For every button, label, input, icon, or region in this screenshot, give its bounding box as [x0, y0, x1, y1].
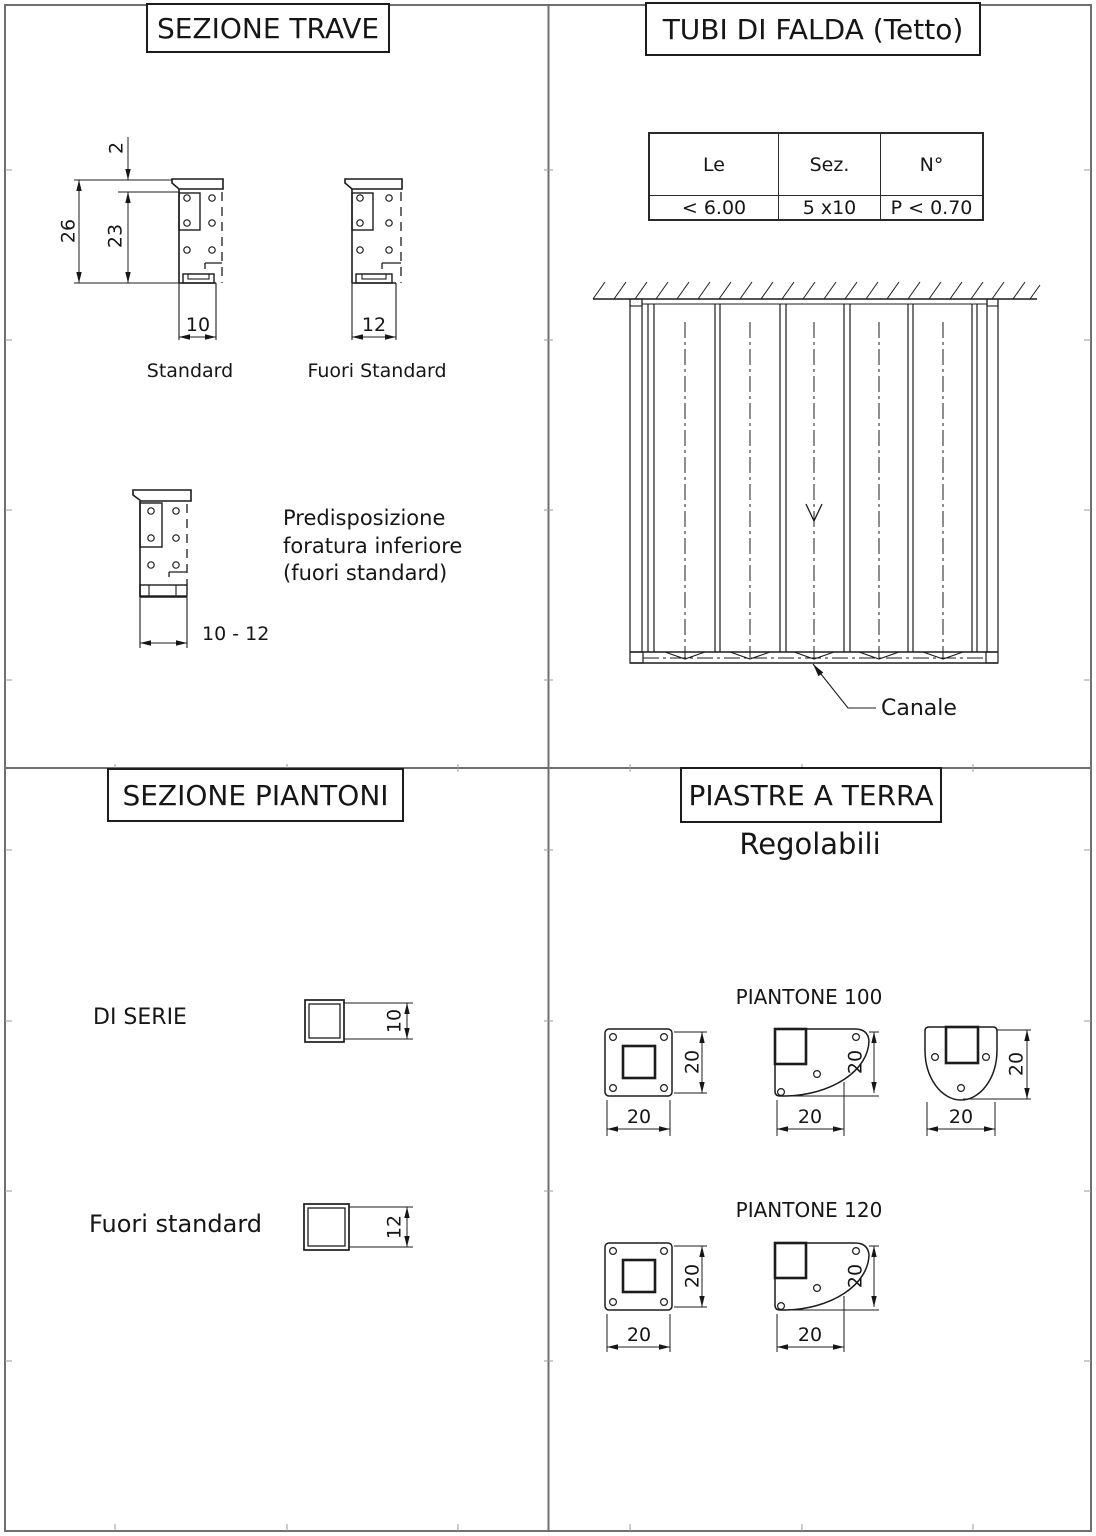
dim-plateC-v: 20	[1005, 1051, 1028, 1077]
canale-label: Canale	[881, 696, 957, 721]
table-header-sez: Sez.	[779, 134, 881, 196]
dim-fuori-12: 12	[361, 314, 387, 336]
dim-plateD-v: 20	[681, 1263, 704, 1289]
di-serie-label: DI SERIE	[93, 1005, 187, 1030]
piastra-100-corner	[775, 1029, 879, 1136]
fuori-standard-piantoni-label: Fuori standard	[89, 1210, 263, 1238]
table-value-n: P < 0.70	[890, 196, 973, 219]
falda-centerlines	[643, 322, 986, 658]
dim-plateC-h: 20	[948, 1106, 974, 1128]
piastre-title-box	[680, 767, 942, 823]
table-header-le: Le	[650, 134, 779, 196]
trave-dimension-lines	[74, 137, 179, 283]
predisposizione-note-line3: (fuori standard)	[283, 561, 448, 585]
dim-range-10-12: 10 - 12	[202, 623, 270, 645]
canale-leader-line	[813, 664, 876, 708]
piastre-subtitle	[690, 826, 930, 862]
piantoni-title: SEZIONE PIANTONI	[122, 778, 389, 812]
dim-plateE-h: 20	[797, 1324, 823, 1346]
piastra-100-round	[925, 1027, 1031, 1136]
piantone-120-label-text: PIANTONE 120	[735, 1198, 883, 1222]
fuori-standard-label-text: Fuori Standard	[307, 360, 447, 382]
piastra-120-corner	[775, 1243, 879, 1352]
dim-plateA-h: 20	[626, 1106, 652, 1128]
dim-plateA-v: 20	[681, 1049, 704, 1075]
tubi-title: TUBI DI FALDA (Tetto)	[662, 12, 964, 46]
falda-pipes	[648, 304, 977, 652]
predisposizione-note-line1: Predisposizione	[283, 506, 446, 530]
dim-cap-2: 2	[105, 141, 128, 155]
table-header-n: N°	[881, 134, 982, 196]
fuori-standard-label	[307, 360, 447, 382]
falda-spec-table	[648, 132, 984, 221]
falda-slope-arrows	[665, 504, 963, 659]
piastra-120-square	[605, 1243, 707, 1352]
dim-plateB-v: 20	[844, 1049, 867, 1075]
dim-std-10: 10	[185, 314, 211, 336]
trave-title: SEZIONE TRAVE	[156, 11, 380, 45]
table-value-sez: 5 x10	[779, 196, 881, 219]
tubi-title-box	[645, 2, 981, 56]
piantone-100-label	[729, 986, 889, 1008]
dim-total-26: 26	[57, 218, 80, 244]
standard-label	[130, 360, 250, 382]
predisposizione-note-line2: foratura inferiore	[283, 534, 463, 558]
dim-body-23: 23	[104, 223, 127, 249]
dim-fuoristd-12: 12	[383, 1214, 406, 1240]
dim-plateD-h: 20	[626, 1324, 652, 1346]
trave-predisposizione-section	[133, 490, 191, 648]
standard-label-text: Standard	[146, 360, 234, 382]
dim-plateB-h: 20	[797, 1106, 823, 1128]
piantoni-title-box	[107, 768, 404, 822]
dimension-arrowheads	[76, 169, 1029, 1350]
piastre-subtitle-text: Regolabili	[739, 827, 881, 861]
table-value-le: < 6.00	[650, 196, 779, 219]
tubi-falda-drawing	[593, 282, 1040, 708]
piastre-title: PIASTRE A TERRA	[688, 778, 934, 812]
dim-plateE-v: 20	[844, 1263, 867, 1289]
dim-serie-10: 10	[383, 1008, 406, 1034]
piastra-100-square	[605, 1029, 707, 1136]
piantone-120-label	[729, 1199, 889, 1221]
piantone-100-label-text: PIANTONE 100	[735, 985, 883, 1009]
trave-title-box	[146, 3, 390, 53]
